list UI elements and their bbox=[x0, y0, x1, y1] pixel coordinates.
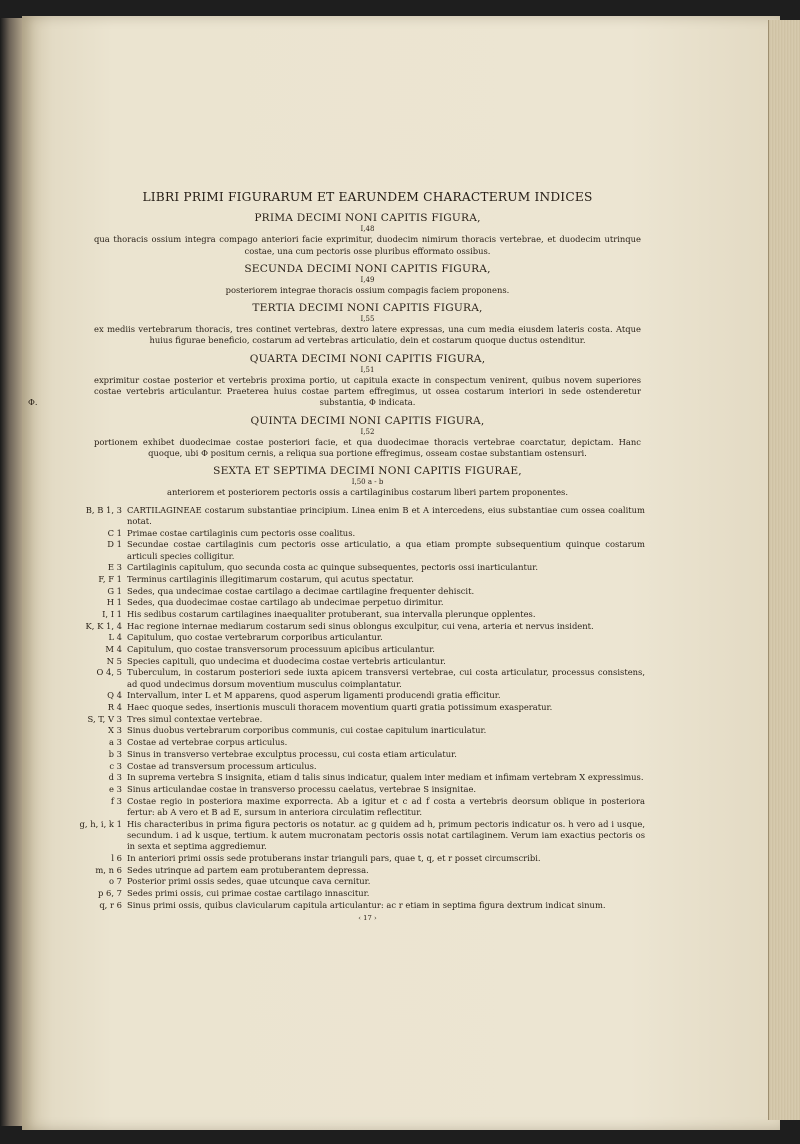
index-mark: p 6, 7 bbox=[97, 887, 122, 898]
index-entry bbox=[90, 644, 645, 655]
index-entry bbox=[85, 504, 645, 528]
index-text: In anteriori primi ossis sede protuberans instar trianguli pars, quae t, q, et r posset circumscribi. bbox=[127, 852, 541, 863]
index-mark: m, n 6 bbox=[95, 864, 122, 875]
index-text: Capitulum, quo costae transversorum processuum apicibus articulantur. bbox=[127, 644, 435, 655]
index-text: Sinus primi ossis, quibus clavicularum capitula articulantur: ac r etiam in septima figura dextrum indicat sinum. bbox=[127, 899, 606, 910]
index-entry bbox=[85, 620, 645, 632]
index-text: Costae regio in posteriora maxime exporrecta. Ab a igitur et c ad f costa a vertebris deorsum oblique in posteriora fertur: ab A vero et B ad E, sursum in anteriora circulatim reflectitur. bbox=[127, 795, 645, 817]
index-text: Sedes, qua duodecimae costae cartilago ab undecimae perpetuo dirimitur. bbox=[127, 597, 444, 608]
book-spine-left bbox=[0, 18, 24, 1126]
index-mark: H 1 bbox=[106, 597, 122, 608]
index-mark: I, I 1 bbox=[102, 608, 122, 619]
index-mark: e 3 bbox=[109, 783, 122, 794]
figure-number: I,51 bbox=[360, 365, 375, 374]
figure-title: SEXTA ET SEPTIMA DECIMI NONI CAPITIS FIGURAE, bbox=[213, 465, 522, 478]
index-mark: X 3 bbox=[108, 725, 122, 736]
page-content bbox=[28, 190, 645, 924]
index-entry bbox=[90, 597, 645, 608]
index-text: Sedes primi ossis, cui primae costae cartilago innascitur. bbox=[127, 887, 370, 898]
figure-title: TERTIA DECIMI NONI CAPITIS FIGURA, bbox=[252, 302, 483, 315]
index-mark: S, T, V 3 bbox=[87, 713, 122, 724]
index-entry bbox=[90, 725, 645, 736]
index-mark: d 3 bbox=[108, 772, 122, 783]
index-text: Hac regione internae mediarum costarum sedi sinus oblongus exculpitur, cui vena, arteria et nervus insident. bbox=[127, 620, 594, 631]
index-text: Terminus cartilaginis illegitimarum costarum, qui acutus spectatur. bbox=[127, 573, 414, 584]
index-text: Cartilaginis capitulum, quo secunda costa ac quinque subsequentes, pectoris ossi inarticulantur. bbox=[127, 562, 538, 573]
index-mark: g, h, i, k 1 bbox=[79, 818, 122, 829]
index-entry bbox=[90, 876, 645, 887]
index-entry bbox=[90, 632, 645, 643]
index-text: Costae ad transversum processum articulus. bbox=[127, 760, 317, 771]
index-text: Species capituli, quo undecima et duodecima costae vertebris articulantur. bbox=[127, 655, 446, 666]
index-text: Tuberculum, in costarum posteriori sede iuxta apicem transversi vertebrae, cui costa articulatur, processus consistens, ad quod undecimus dorsum moventium musculus coimplantatur. bbox=[127, 667, 645, 689]
index-entry bbox=[90, 772, 645, 783]
index-entry bbox=[90, 865, 645, 876]
figure-title: QUINTA DECIMI NONI CAPITIS FIGURA, bbox=[250, 414, 485, 427]
index-text: Sedes, qua undecimae costae cartilago a decimae cartilagine frequenter dehiscit. bbox=[127, 585, 475, 596]
index-entry bbox=[79, 818, 645, 853]
index-entry bbox=[90, 690, 645, 701]
index-text: Secundae costae cartilaginis cum pectoris osse articulatio, a qua etiam prompte subsequentium quinque costarum articuli species colligitur. bbox=[127, 539, 645, 561]
index-mark: a 3 bbox=[109, 737, 122, 748]
index-text: CARTILAGINEAE costarum substantiae principium. Linea enim B et A intercedens, eius substantiae cum ossea coalitum notat. bbox=[127, 504, 645, 526]
index-mark: Q 4 bbox=[107, 690, 122, 701]
index-text: In suprema vertebra S insignita, etiam d talis sinus indicatur, qualem inter mediam et infimam vertebram X expressimus. bbox=[127, 772, 644, 783]
index-mark: l 6 bbox=[111, 852, 122, 863]
index-mark: B, B 1, 3 bbox=[85, 504, 122, 515]
index-mark: f 3 bbox=[110, 795, 122, 806]
figure-number: I,52 bbox=[360, 427, 375, 436]
index-mark: L 4 bbox=[108, 632, 122, 643]
figure-number: I,55 bbox=[360, 315, 375, 324]
index-text: Tres simul contextae vertebrae. bbox=[127, 713, 263, 724]
index-mark: F, F 1 bbox=[98, 573, 122, 584]
index-entry bbox=[90, 528, 645, 539]
index-entry bbox=[90, 900, 645, 911]
index-mark: M 4 bbox=[105, 644, 122, 655]
index-entry bbox=[90, 562, 645, 573]
index-mark: O 4, 5 bbox=[96, 667, 122, 678]
page-title: LIBRI PRIMI FIGURARUM ET EARUNDEM CHARACTERUM INDICES bbox=[142, 190, 593, 204]
figure-section bbox=[90, 465, 645, 498]
index-entry bbox=[90, 761, 645, 772]
figure-section bbox=[90, 263, 645, 296]
index-mark: o 7 bbox=[108, 876, 122, 887]
index-entry bbox=[90, 539, 645, 562]
index-text: Capitulum, quo costae vertebrarum corporibus articulantur. bbox=[127, 632, 383, 643]
index-entry bbox=[90, 702, 645, 713]
index-text: Sinus duobus vertebrarum corporibus communis, cui costae capitulum inarticulatur. bbox=[127, 725, 487, 736]
index-mark: c 3 bbox=[109, 760, 122, 771]
index-text: His sedibus costarum cartilagines inaequaliter protuberant, sua intervalla plerunque opplentes. bbox=[127, 608, 536, 619]
index-text: Posterior primi ossis sedes, quae utcunque cava cernitur. bbox=[127, 876, 371, 887]
index-entry bbox=[90, 609, 645, 620]
figure-description: qua thoracis ossium integra compago anteriori facie exprimitur, duodecim nimirum thoracis vertebrae, et duodecim utrinque costae, una cum pectoris osse pluribus efformato ossibus. bbox=[94, 234, 641, 256]
figure-description: anteriorem et posteriorem pectoris ossis a cartilaginibus costarum liberi partem proponentes. bbox=[166, 487, 569, 498]
figure-title: QUARTA DECIMI NONI CAPITIS FIGURA, bbox=[249, 352, 486, 365]
index-entry bbox=[90, 667, 645, 690]
index-mark: R 4 bbox=[107, 702, 122, 713]
figure-number: I,50 a - b bbox=[351, 478, 384, 487]
index-entry bbox=[90, 737, 645, 748]
figure-description: exprimitur costae posterior et vertebris proxima portio, ut capitula exacte in conspectum venirent, quibus novem superiores costae vertebris articulantur. Praeterea huius costae partem effregimus, ut ossea costarum interiori in sede ostenderetur substantia, Φ indicata. bbox=[94, 374, 641, 408]
index-entry bbox=[90, 888, 645, 899]
figure-sections bbox=[28, 212, 645, 498]
figure-number: I,49 bbox=[360, 275, 375, 284]
index-entry bbox=[90, 749, 645, 760]
page-number: ‹ 17 › bbox=[358, 913, 377, 922]
margin-symbol: Φ. bbox=[28, 397, 38, 408]
figure-section bbox=[28, 352, 645, 409]
index-text: His characteribus in prima figura pectoris os notatur. ac g quidem ad h, primum pectoris indicatur os. h vero ad i usque, secundum. i ad k usque, tertium. k autem mucronatam pectoris ossis notat cartilaginem. Verum iam exactius pectoris os in sexta et septima aggrediemur. bbox=[127, 818, 645, 852]
index-mark: D 1 bbox=[107, 539, 122, 550]
index-entry bbox=[90, 784, 645, 795]
index-mark: b 3 bbox=[108, 748, 122, 759]
index-entry bbox=[90, 656, 645, 667]
index-text: Haec quoque sedes, insertionis musculi thoracem moventium quarti gratia potissimum exasperatur. bbox=[127, 702, 553, 713]
index-entry bbox=[90, 796, 645, 819]
figure-section bbox=[90, 212, 645, 257]
index-mark: q, r 6 bbox=[99, 899, 122, 910]
figure-description: posteriorem integrae thoracis ossium compagis faciem proponens. bbox=[225, 284, 510, 295]
index-text: Costae ad vertebrae corpus articulus. bbox=[127, 737, 288, 748]
index-mark: C 1 bbox=[107, 527, 122, 538]
index-text: Primae costae cartilaginis cum pectoris osse coalitus. bbox=[127, 527, 356, 538]
index-text: Sinus in transverso vertebrae exculptus processu, cui costa etiam articulatur. bbox=[127, 748, 457, 759]
index-entry bbox=[90, 853, 645, 864]
index-mark: N 5 bbox=[106, 655, 122, 666]
index-mark: G 1 bbox=[107, 585, 122, 596]
figure-description: ex mediis vertebrarum thoracis, tres continet vertebras, dextro latere expressas, una cum media eiusdem lateris costa. Atque huius figurae beneficio, costarum ad vertebras articulatio, dein et costarum quoque ductus ostenditur. bbox=[94, 324, 641, 346]
index-text: Intervallum, inter L et M apparens, quod asperum ligamenti producendi gratia efficitur. bbox=[127, 690, 501, 701]
index-entry bbox=[90, 574, 645, 585]
figure-title: SECUNDA DECIMI NONI CAPITIS FIGURA, bbox=[244, 262, 491, 275]
figure-number: I,48 bbox=[360, 225, 375, 234]
character-index bbox=[79, 504, 645, 911]
index-entry bbox=[87, 713, 645, 725]
figure-section bbox=[90, 302, 645, 347]
figure-description: portionem exhibet duodecimae costae posteriori facie, et qua duodecimae thoracis vertebrae coarctatur, depictam. Hanc quoque, ubi Φ positum cernis, a reliqua sua portione effregimus, osseam costae substantiam ostensuri. bbox=[94, 436, 641, 458]
index-entry bbox=[90, 586, 645, 597]
index-text: Sedes utrinque ad partem eam protuberantem depressa. bbox=[127, 864, 369, 875]
index-text: Sinus articulandae costae in transverso processu caelatus, vertebrae S insignitae. bbox=[127, 783, 477, 794]
figure-title: PRIMA DECIMI NONI CAPITIS FIGURA, bbox=[254, 212, 481, 225]
page-edges bbox=[768, 20, 800, 1120]
index-mark: E 3 bbox=[107, 562, 122, 573]
figure-section bbox=[90, 415, 645, 460]
index-mark: K, K 1, 4 bbox=[85, 620, 122, 631]
